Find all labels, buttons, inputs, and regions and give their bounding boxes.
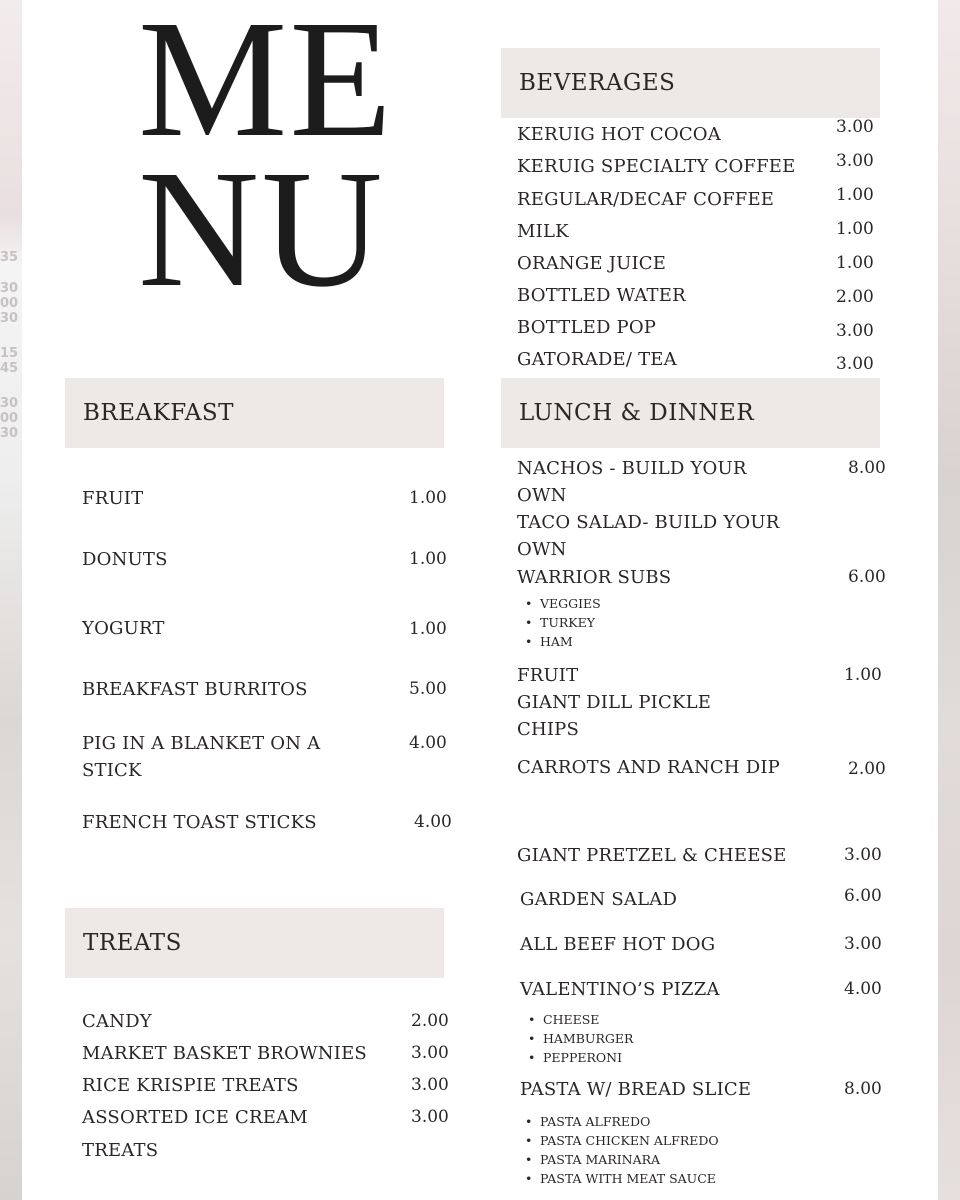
lunch-price-pretzel: 3.00 (844, 845, 882, 865)
beverage-item: REGULAR/DECAF COFFEE (517, 189, 775, 210)
treats-item: RICE KRISPIE TREATS (82, 1075, 299, 1096)
treats-price: 3.00 (411, 1075, 449, 1095)
beverage-price: 3.00 (836, 117, 874, 137)
lunch-item-garden-salad: GARDEN SALAD (520, 889, 678, 910)
treats-price: 2.00 (411, 1011, 449, 1031)
breakfast-item: DONUTS (82, 549, 168, 570)
lunch-price-fruit: 1.00 (844, 665, 882, 685)
lunch-dinner-heading: LUNCH & DINNER (501, 378, 880, 448)
lunch-price-pizza: 4.00 (844, 979, 882, 999)
lunch-item-pickle: GIANT DILL PICKLE (517, 692, 712, 713)
left-edge-numbers (0, 250, 22, 441)
menu-title (138, 0, 394, 322)
breakfast-price: 4.00 (414, 812, 452, 832)
lunch-price-garden-salad: 6.00 (844, 886, 882, 906)
treats-item: CANDY (82, 1011, 152, 1032)
beverage-item: ORANGE JUICE (517, 253, 667, 274)
lunch-price-carrots: 2.00 (848, 759, 886, 779)
lunch-item-taco-salad: TACO SALAD- BUILD YOUR (517, 512, 780, 533)
lunch-price-hot-dog: 3.00 (844, 934, 882, 954)
beverage-item: BOTTLED WATER (517, 285, 686, 306)
lunch-item-taco-salad-continued: OWN (517, 539, 567, 560)
lunch-item-carrots: CARROTS AND RANCH DIP (517, 757, 780, 778)
edge-number: 30 (0, 311, 19, 326)
lunch-item-pasta: PASTA W/ BREAD SLICE (520, 1079, 752, 1100)
treats-item: ASSORTED ICE CREAM (82, 1107, 308, 1128)
treats-price: 3.00 (411, 1107, 449, 1127)
breakfast-item: YOGURT (82, 618, 165, 639)
pizza-option: • HAMBURGER (524, 1029, 633, 1048)
treats-price: 3.00 (411, 1043, 449, 1063)
treats-heading: TREATS (65, 908, 444, 978)
lunch-price-warrior-subs: 6.00 (848, 567, 886, 587)
edge-number: 30 (0, 396, 19, 411)
right-background-strip (938, 0, 960, 1200)
breakfast-price: 5.00 (409, 679, 447, 699)
beverage-item: GATORADE/ TEA (517, 349, 677, 370)
pizza-option: • CHEESE (524, 1010, 633, 1029)
lunch-item-hot-dog: ALL BEEF HOT DOG (520, 934, 716, 955)
lunch-price-nachos: 8.00 (848, 458, 886, 478)
treats-item: MARKET BASKET BROWNIES (82, 1043, 367, 1064)
beverages-heading: BEVERAGES (501, 48, 880, 118)
beverage-price: 3.00 (836, 151, 874, 171)
breakfast-item: PIG IN A BLANKET ON A (82, 733, 321, 754)
menu-page (22, 0, 938, 1200)
pizza-options (524, 1010, 633, 1067)
beverage-price: 1.00 (836, 219, 874, 239)
beverage-price: 1.00 (836, 253, 874, 273)
beverage-price: 3.00 (836, 354, 874, 374)
edge-number: 30 (0, 426, 19, 441)
beverage-price: 1.00 (836, 185, 874, 205)
breakfast-price: 1.00 (409, 619, 447, 639)
breakfast-item: FRUIT (82, 488, 144, 509)
beverage-item: KERUIG HOT COCOA (517, 124, 721, 145)
pasta-option: • PASTA CHICKEN ALFREDO (521, 1131, 719, 1150)
lunch-item-fruit: FRUIT (517, 665, 579, 686)
edge-number: 30 (0, 281, 19, 296)
sub-option: • VEGGIES (521, 594, 601, 613)
edge-number: 15 (0, 346, 19, 361)
warrior-subs-options (521, 594, 601, 651)
breakfast-price: 1.00 (409, 488, 447, 508)
lunch-item-pizza: VALENTINO’S PIZZA (520, 979, 720, 1000)
treats-item-continued: TREATS (82, 1140, 159, 1161)
edge-number: 45 (0, 361, 19, 376)
beverage-item: MILK (517, 221, 569, 242)
beverage-price: 3.00 (836, 321, 874, 341)
beverage-item: BOTTLED POP (517, 317, 657, 338)
menu-title-line-1: ME (138, 0, 394, 172)
pasta-option: • PASTA WITH MEAT SAUCE (521, 1169, 719, 1188)
sub-option: • TURKEY (521, 613, 601, 632)
pizza-option: • PEPPERONI (524, 1048, 633, 1067)
beverage-item: KERUIG SPECIALTY COFFEE (517, 156, 796, 177)
lunch-price-pasta: 8.00 (844, 1079, 882, 1099)
left-background-strip (0, 0, 22, 1200)
edge-number: 00 (0, 411, 19, 426)
pasta-option: • PASTA ALFREDO (521, 1112, 719, 1131)
edge-number: 35 (0, 250, 19, 265)
lunch-item-nachos: NACHOS - BUILD YOUR (517, 458, 747, 479)
breakfast-item-continued: STICK (82, 760, 142, 781)
lunch-item-pickle-continued: CHIPS (517, 719, 580, 740)
breakfast-price: 4.00 (409, 733, 447, 753)
breakfast-item: BREAKFAST BURRITOS (82, 679, 308, 700)
menu-title-line-2: NU (138, 136, 385, 322)
breakfast-price: 1.00 (409, 549, 447, 569)
pasta-option: • PASTA MARINARA (521, 1150, 719, 1169)
breakfast-item: FRENCH TOAST STICKS (82, 812, 317, 833)
sub-option: • HAM (521, 632, 601, 651)
lunch-item-pretzel: GIANT PRETZEL & CHEESE (517, 845, 787, 866)
beverage-price: 2.00 (836, 287, 874, 307)
pasta-options (521, 1112, 719, 1188)
lunch-item-warrior-subs: WARRIOR SUBS (517, 567, 672, 588)
lunch-item-nachos-continued: OWN (517, 485, 567, 506)
breakfast-heading: BREAKFAST (65, 378, 444, 448)
edge-number: 00 (0, 296, 19, 311)
